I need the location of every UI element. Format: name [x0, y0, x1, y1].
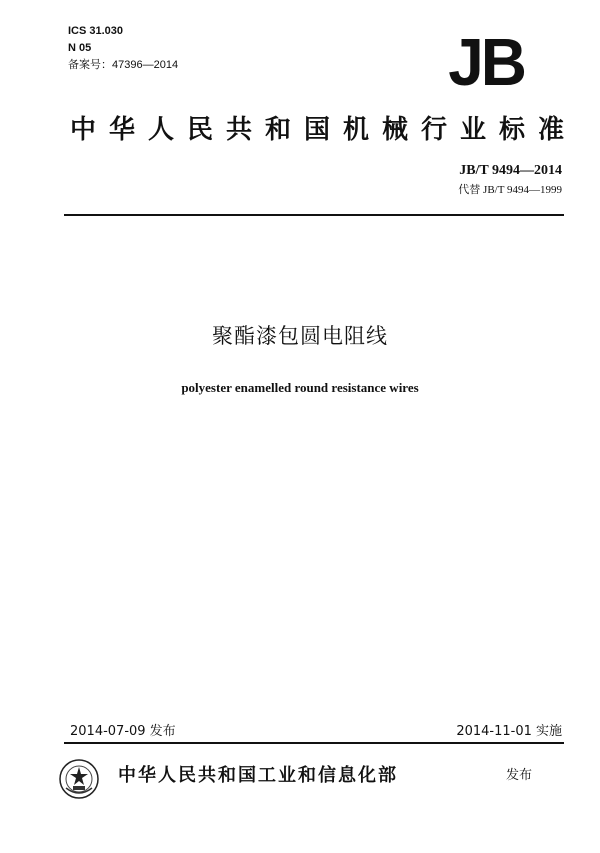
issuing-ministry: 中华人民共和国工业和信息化部 — [118, 765, 398, 786]
national-emblem-icon — [58, 758, 100, 800]
standard-number: JB/T 9494—2014 — [459, 163, 562, 178]
document-title-en: polyester enamelled round resistance wires — [181, 380, 419, 395]
ccs-code: N 05 — [68, 42, 92, 54]
industry-standard-title: 中华人民共和国机械行业标准 — [70, 115, 578, 145]
filing-number: 备案号：47396—2014 — [68, 59, 179, 71]
issued-label: 发布 — [506, 768, 533, 783]
replaces-standard: 代替 JB/T 9494—1999 — [458, 184, 562, 196]
top-divider — [64, 214, 564, 216]
implement-date: 2014-11-01 实施 — [456, 724, 562, 739]
bottom-divider — [64, 742, 564, 744]
jb-logo: JB — [448, 24, 524, 100]
document-title-cn: 聚酯漆包圆电阻线 — [212, 324, 388, 348]
ics-code: ICS 31.030 — [68, 25, 124, 37]
publish-date: 2014-07-09 发布 — [70, 724, 176, 739]
